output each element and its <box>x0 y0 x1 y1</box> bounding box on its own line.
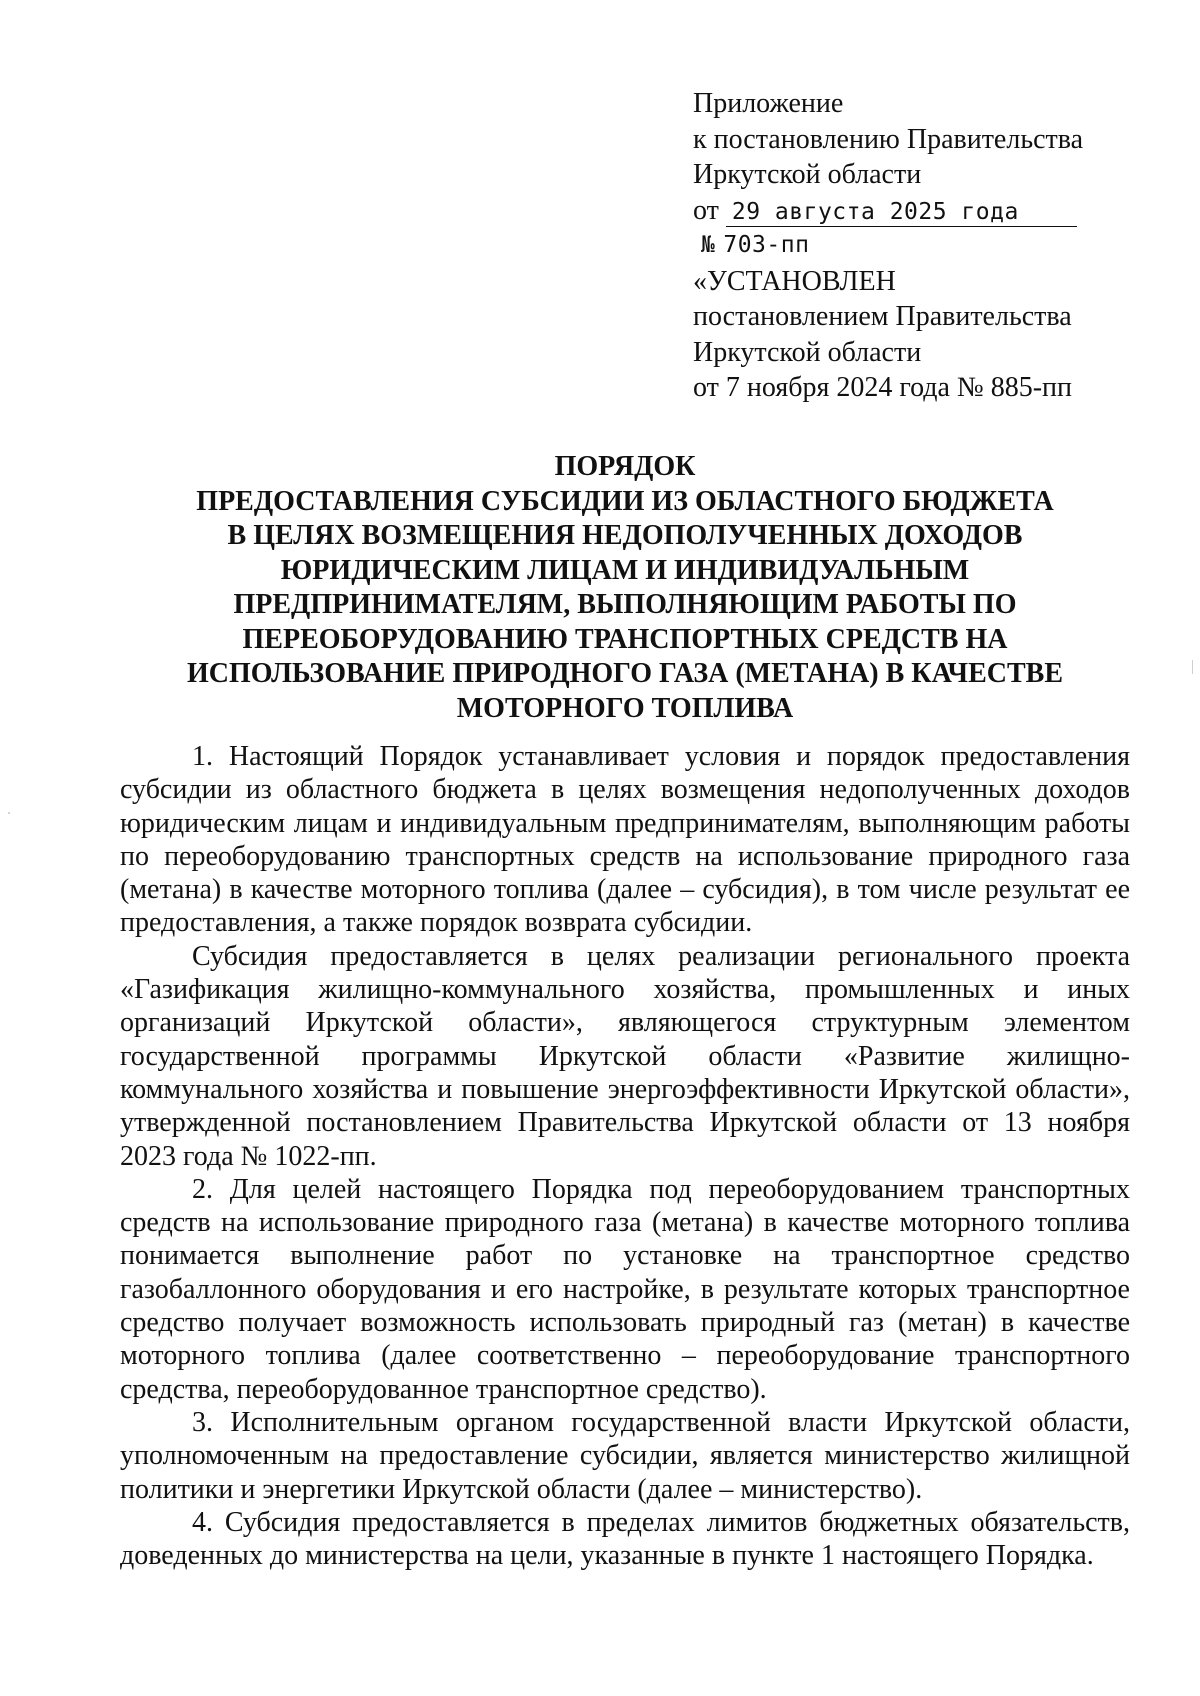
document-title <box>120 450 1130 726</box>
number-prefix: № <box>701 232 716 258</box>
date-prefix: от <box>693 194 719 226</box>
established-resolution-line: постановлением Правительства <box>693 301 1072 332</box>
title-line: В ЦЕЛЯХ ВОЗМЕЩЕНИЯ НЕДОПОЛУЧЕННЫХ ДОХОДОВ <box>227 520 1023 551</box>
appendix-number-line <box>693 228 1113 264</box>
paragraph-2: 2. Для целей настоящего Порядка под переоборудованием транспортных средств на использование природного газа (метана) в качестве моторного топлива понимается выполнение работ по установке на транспортное средство газобаллонного оборудования и его настройке, в результате которых транспортное средство получает возможность использовать природный газ (метан) в качестве моторного топлива (далее соответственно – переоборудование транспортного средства, переоборудованное транспортное средство). <box>120 1173 1130 1405</box>
date-value: 29 августа 2025 года <box>726 198 1077 227</box>
title-line: ЮРИДИЧЕСКИМ ЛИЦАМ И ИНДИВИДУАЛЬНЫМ <box>280 554 970 586</box>
title-line: ПЕРЕОБОРУДОВАНИЮ ТРАНСПОРТНЫХ СРЕДСТВ НА <box>242 623 1008 655</box>
paragraph-1-continued: Субсидия предоставляется в целях реализации регионального проекта «Газификация жилищно-коммунального хозяйства, промышленных и иных организаций Иркутской области», являющегося структурным элементом государственной программы Иркутской области «Развитие жилищно-коммунального хозяйства и повышение энергоэффективности Иркутской области», утвержденной постановлением Правительства Иркутской области от 13 ноября 2023 года № 1022-пп. <box>120 940 1130 1172</box>
number-value: 703-пп <box>723 232 810 258</box>
document-body <box>120 740 1130 1572</box>
title-line: ПРЕДПРИНИМАТЕЛЯМ, ВЫПОЛНЯЮЩИМ РАБОТЫ ПО <box>233 589 1017 620</box>
scan-artifact-right <box>1192 660 1193 674</box>
paragraph-4: 4. Субсидия предоставляется в пределах лимитов бюджетных обязательств, доведенных до министерства на цели, указанные в пункте 1 настоящего Порядка. <box>120 1506 1130 1572</box>
paragraph-1: 1. Настоящий Порядок устанавливает условия и порядок предоставления субсидии из областного бюджета в целях возмещения недополученных доходов юридическим лицам и индивидуальным предпринимателям, выполняющим работы по переоборудованию транспортных средств на использование природного газа (метана) в качестве моторного топлива (далее – субсидия), в том числе результат ее предоставления, а также порядок возврата субсидии. <box>120 741 1130 939</box>
title-line: МОТОРНОГО ТОПЛИВА <box>456 692 794 724</box>
established-heading: «УСТАНОВЛЕН <box>693 265 896 297</box>
established-region-line: Иркутской области <box>693 336 922 368</box>
appendix-date-line <box>693 193 1113 229</box>
title-line: ИСПОЛЬЗОВАНИЕ ПРИРОДНОГО ГАЗА (МЕТАНА) В КАЧЕСТВЕ <box>186 658 1064 689</box>
scan-artifact-left <box>8 812 10 814</box>
paragraph-3: 3. Исполнительным органом государственной власти Иркутской области, уполномоченным на предоставление субсидии, является министерство жилищной политики и энергетики Иркутской области (далее – министерство). <box>120 1406 1130 1505</box>
title-line: ПОРЯДОК <box>554 451 696 482</box>
title-line: ПРЕДОСТАВЛЕНИЯ СУБСИДИИ ИЗ ОБЛАСТНОГО БЮДЖЕТА <box>196 485 1054 517</box>
established-date-line: от 7 ноября 2024 года № 885-пп <box>693 372 1072 403</box>
appendix-block <box>693 86 1113 406</box>
appendix-region-line: Иркутской области <box>693 159 922 190</box>
appendix-title: Приложение <box>693 88 844 119</box>
appendix-resolution-line: к постановлению Правительства <box>693 123 1084 155</box>
